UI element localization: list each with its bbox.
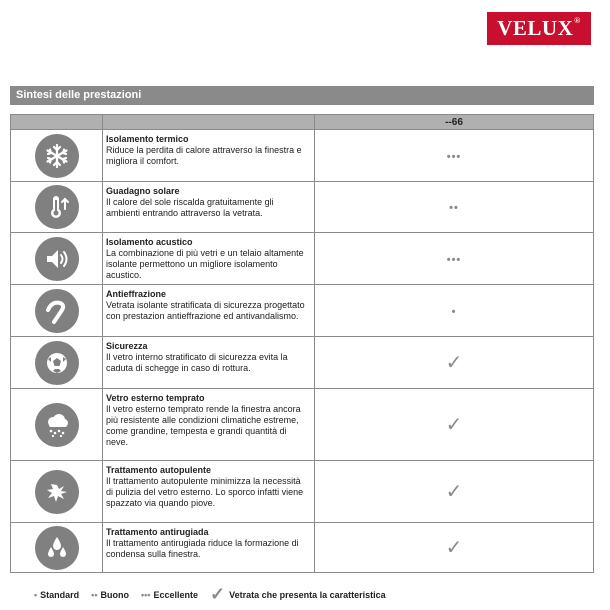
feature-title: Antieffrazione — [106, 289, 167, 299]
checkmark: ✓ — [445, 414, 463, 436]
value-cell — [315, 523, 594, 573]
section-title: Sintesi delle prestazioni — [10, 86, 594, 105]
table-row — [11, 337, 594, 389]
checkmark: ✓ — [445, 537, 463, 559]
thermometer-icon — [35, 185, 79, 229]
feature-description: Riduce la perdita di calore attraverso la finestra e migliora il comfort. — [106, 145, 302, 166]
value-cell — [315, 130, 594, 182]
velux-logo — [487, 12, 591, 45]
table-header-row — [11, 115, 594, 130]
column-header: --66 — [315, 115, 594, 130]
logo-text: VELUX — [497, 16, 574, 40]
legend-symbol-buono: •• — [91, 589, 98, 600]
rating: • — [451, 305, 457, 318]
legend-check-icon: ✓ — [209, 584, 226, 604]
legend — [34, 584, 386, 605]
performance-table — [10, 114, 594, 573]
legend-label-feature: Vetrata che presenta la caratteristica — [229, 589, 386, 600]
crowbar-icon — [35, 289, 79, 333]
icon-cell — [11, 461, 103, 523]
feature-title: Trattamento autopulente — [106, 465, 212, 475]
table-row — [11, 461, 594, 523]
icon-cell — [11, 389, 103, 461]
feature-title: Guadagno solare — [106, 186, 180, 196]
icon-cell — [11, 130, 103, 182]
icon-cell — [11, 182, 103, 233]
registered-mark: ® — [574, 16, 581, 25]
table-row — [11, 285, 594, 337]
table-row — [11, 523, 594, 573]
value-cell — [315, 337, 594, 389]
rating: ••• — [446, 253, 462, 266]
feature-title: Isolamento termico — [106, 134, 189, 144]
speaker-icon — [35, 237, 79, 281]
header-icon-cell — [11, 115, 103, 130]
description-cell — [103, 182, 315, 233]
legend-label-standard: Standard — [40, 589, 80, 600]
checkmark: ✓ — [445, 352, 463, 374]
feature-title: Sicurezza — [106, 341, 148, 351]
value-cell — [315, 182, 594, 233]
icon-cell — [11, 233, 103, 285]
droplets-icon — [35, 526, 79, 570]
icon-cell — [11, 523, 103, 573]
feature-description: Il trattamento antirugiada riduce la formazione di condensa sulla finestra. — [106, 538, 299, 559]
rating: •• — [449, 202, 459, 214]
description-cell — [103, 233, 315, 285]
feature-description: La combinazione di più vetri e un telaio altamente isolante permettono un migliore isolamento acustico. — [106, 248, 304, 280]
splash-icon — [35, 470, 79, 514]
description-cell — [103, 389, 315, 461]
table-row — [11, 182, 594, 233]
table-row — [11, 389, 594, 461]
description-cell — [103, 337, 315, 389]
rating: ••• — [446, 150, 462, 163]
ball-icon — [35, 341, 79, 385]
checkmark: ✓ — [445, 481, 463, 503]
icon-cell — [11, 285, 103, 337]
legend-symbol-eccellente: ••• — [140, 589, 151, 600]
hail-cloud-icon — [35, 403, 79, 447]
feature-description: Il vetro interno stratificato di sicurezza evita la caduta di schegge in caso di rottura. — [106, 352, 288, 373]
feature-title: Trattamento antirugiada — [106, 527, 209, 537]
legend-symbol-standard: • — [34, 589, 38, 600]
legend-label-eccellente: Eccellente — [153, 589, 198, 600]
feature-title: Isolamento acustico — [106, 237, 193, 247]
value-cell — [315, 285, 594, 337]
table-row — [11, 130, 594, 182]
icon-cell — [11, 337, 103, 389]
table-row — [11, 233, 594, 285]
feature-description: Il vetro esterno temprato rende la finestra ancora più resistente alle condizioni climatiche estreme, come grandine, tempesta e grandi quantità di neve. — [106, 404, 301, 447]
description-cell — [103, 461, 315, 523]
value-cell — [315, 389, 594, 461]
value-cell — [315, 233, 594, 285]
snowflake-icon — [35, 134, 79, 178]
feature-description: Il trattamento autopulente minimizza la necessità di pulizia del vetro esterno. Lo sporco infatti viene spazzato via quando piove. — [106, 476, 304, 508]
header-desc-cell — [103, 115, 315, 130]
description-cell — [103, 523, 315, 573]
feature-title: Vetro esterno temprato — [106, 393, 205, 403]
feature-description: Il calore del sole riscalda gratuitamente gli ambienti entrando attraverso la vetrata. — [106, 197, 274, 218]
legend-label-buono: Buono — [100, 589, 129, 600]
description-cell — [103, 285, 315, 337]
description-cell — [103, 130, 315, 182]
feature-description: Vetrata isolante stratificata di sicurezza progettato con prestazion antieffrazione ed antivandalismo. — [106, 300, 305, 321]
value-cell — [315, 461, 594, 523]
